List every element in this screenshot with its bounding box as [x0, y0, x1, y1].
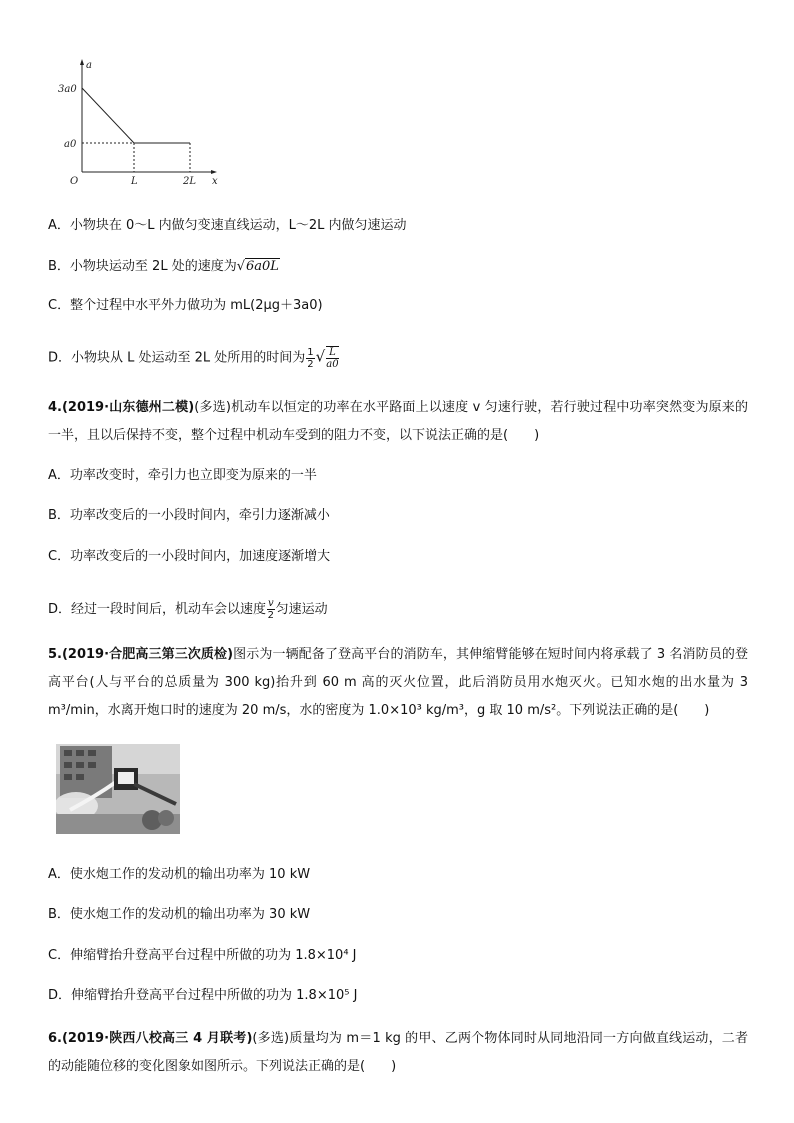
origin-label: O [70, 176, 79, 184]
q3-option-c: C．整个过程中水平外力做功为 mL(2μg＋3a0) [48, 298, 323, 313]
q4-option-d-fraction: $\frac{v}{2}$ [267, 598, 275, 621]
q4-number: 4. [48, 400, 62, 415]
x-tick-2L: 2L [183, 176, 197, 184]
q6-number: 6. [48, 1031, 62, 1046]
decreasing-segment [82, 88, 134, 143]
q5-option-a: A．使水炮工作的发动机的输出功率为 10 kW [48, 867, 311, 882]
q5-source: (2019·合肥高三第三次质检) [61, 647, 234, 662]
q4-option-c: C．功率改变后的一小段时间内，加速度逐渐增大 [48, 549, 331, 564]
q6-stem [48, 1025, 748, 1081]
x-axis-arrow [211, 170, 217, 174]
q5-stem-text: 图示为一辆配备了登高平台的消防车，其伸缩臂能够在短时间内将承载了 3 名消防员的登高平台(人与平台的总质量为 300 kg)抬升到 60 m 高的灭火位置，此后消防员用水炮灭火。已知水炮的出水量为 3 m³/min，水离开炮口时的速度为 20 m/s，水的密度为 1.0×10³ kg/m³，g 取 10 m/s²。下列说法正确的是( ) [48, 647, 748, 718]
q4-option-d [48, 598, 328, 621]
q5-option-c: C．伸缩臂抬升登高平台过程中所做的功为 1.8×10⁴ J [48, 948, 357, 963]
q4-stem [48, 394, 748, 450]
fire-truck-photo [56, 744, 180, 834]
y-tick-a0: a0 [64, 139, 77, 150]
y-tick-3a0: 3a0 [58, 84, 77, 95]
q6-stem-text: (多选)质量均为 m＝1 kg 的甲、乙两个物体同时从同地沿同一方向做直线运动，二者的动能随位移的变化图象如图所示。下列说法正确的是( ) [48, 1031, 748, 1074]
q3-option-b-text: B．小物块运动至 2L 处的速度为 [48, 259, 237, 274]
y-axis-label: a [86, 60, 92, 71]
q4-option-b: B．功率改变后的一小段时间内，牵引力逐渐减小 [48, 508, 330, 523]
q5-number: 5. [48, 647, 62, 662]
x-axis-label: x [212, 176, 218, 184]
q3-option-b-root: 6a0L [246, 259, 279, 274]
q6-source: (2019·陕西八校高三 4 月联考) [61, 1031, 253, 1046]
q4-option-d-text: D．经过一段时间后，机动车会以速度 [48, 602, 267, 617]
q5-option-b: B．使水炮工作的发动机的输出功率为 30 kW [48, 907, 311, 922]
x-tick-L: L [131, 176, 138, 184]
q3-option-d: D．小物块从 L 处运动至 2L 处所用的时间为 $\frac{1}{2}$ √ $\frac{L}{a0}$ [48, 346, 339, 370]
q4-source: (2019·山东德州二模) [61, 400, 195, 415]
y-axis-arrow [80, 59, 84, 65]
q3-option-d-fraction: $\frac{1}{2}$ [307, 346, 314, 370]
q4-option-a: A．功率改变时，牵引力也立即变为原来的一半 [48, 468, 317, 483]
q3-option-a: A．小物块在 0～L 内做匀变速直线运动，L～2L 内做匀速运动 [48, 218, 407, 233]
q4-option-d-tail: 匀速运动 [275, 602, 328, 617]
q3-option-b: B．小物块运动至 2L 处的速度为√6a0L [48, 259, 279, 274]
q3-option-d-root-fraction: $\frac{L}{a0}$ [326, 347, 339, 370]
q3-option-d-text: D．小物块从 L 处运动至 2L 处所用的时间为 [48, 350, 306, 366]
q5-option-d: D．伸缩臂抬升登高平台过程中所做的功为 1.8×10⁵ J [48, 988, 358, 1003]
q4-stem-text: (多选)机动车以恒定的功率在水平路面上以速度 v 匀速行驶，若行驶过程中功率突然变为原来的一半，且以后保持不变，整个过程中机动车受到的阻力不变，以下说法正确的是( ) [48, 400, 748, 443]
acceleration-displacement-graph [52, 56, 232, 184]
q5-stem [48, 641, 748, 725]
